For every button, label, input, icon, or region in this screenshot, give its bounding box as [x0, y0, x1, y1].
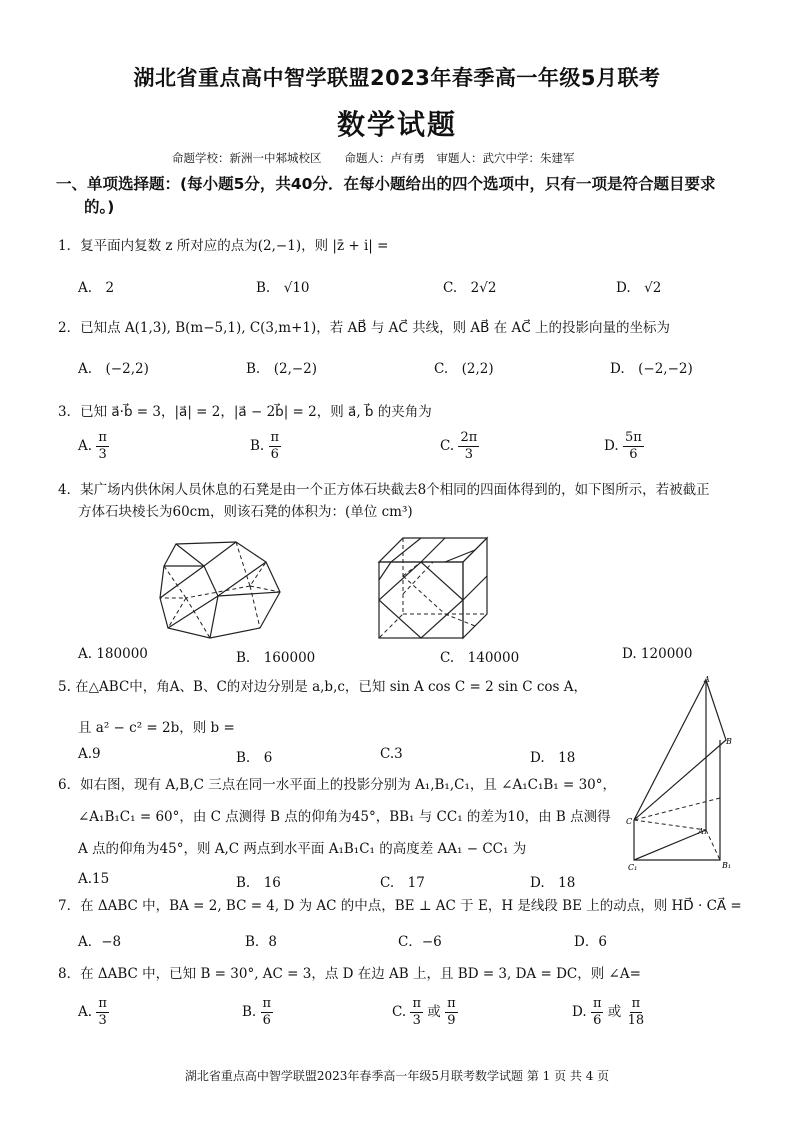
q4-option-a: A. 180000 — [78, 646, 148, 662]
denominator: 6 — [629, 447, 638, 462]
q1-option-b: B. √10 — [256, 280, 310, 296]
numerator: 2π — [460, 430, 478, 445]
numerator: π — [262, 996, 272, 1011]
q5-option-b: B. 6 — [236, 750, 273, 766]
numerator: π — [447, 996, 456, 1011]
denominator: 6 — [270, 447, 279, 462]
denominator: 18 — [627, 1013, 645, 1028]
q3-option-d-fraction — [623, 430, 644, 463]
q8-option-a-label: A. — [78, 1004, 93, 1020]
exam-subtitle: 数学试题 — [336, 108, 457, 141]
q8-option-c-fraction-1 — [410, 996, 423, 1029]
q7-option-c: C．−6 — [398, 934, 442, 950]
numerator: 5π — [624, 430, 642, 445]
question-4-cont: 方体石块棱长为60cm，则该石凳的体积为：(单位 cm³) — [78, 504, 413, 520]
denominator: 6 — [262, 1013, 271, 1028]
q3-option-d-label: D. — [604, 438, 619, 454]
q3-option-a-label: A. — [78, 438, 93, 454]
q5-option-a: A.9 — [78, 746, 101, 762]
label-b1: B₁ — [722, 861, 732, 870]
q3-option-a-fraction — [96, 430, 109, 463]
question-5: 5. 在△ABC中，角A、B、C的对边分别是 a,b,c，已知 sin A cos C = 2 sin C cos A， — [58, 679, 588, 695]
label-a: A — [704, 675, 710, 684]
q1-option-a: A. 2 — [78, 280, 115, 296]
label-c1: C₁ — [628, 863, 638, 872]
section-heading: 一、单项选择题：(每小题5分，共40分．在每小题给出的四个选项中，只有一项是符合题目要求 — [56, 175, 716, 193]
q8-option-d-label: D. — [572, 1004, 587, 1020]
q3-option-b-label: B. — [250, 438, 265, 454]
q1-option-c: C. 2√2 — [443, 280, 497, 296]
q8-option-b-label: B. — [242, 1004, 257, 1020]
numerator: π — [270, 430, 280, 445]
exam-title: 湖北省重点高中智学联盟2023年春季高一年级5月联考 — [133, 66, 661, 90]
q6-option-d: D. 18 — [530, 875, 576, 891]
exam-credits: 命题学校：新洲一中邾城校区 命题人：卢有勇 审题人：武穴中学：朱建军 — [172, 151, 575, 165]
q6-option-c: C. 17 — [380, 875, 425, 891]
q8-option-b-fraction — [261, 996, 274, 1029]
q3-option-c — [440, 430, 479, 463]
q8-option-d-fraction-1 — [591, 996, 604, 1029]
denominator: 3 — [464, 447, 473, 462]
q8-option-d — [572, 996, 646, 1029]
q3-option-b-fraction — [269, 430, 282, 463]
q2-option-d: D. (−2,−2) — [610, 361, 693, 377]
q8-option-c-fraction-2 — [445, 996, 458, 1029]
question-1: 1．复平面内复数 z 所对应的点为(2,−1)，则 |z̄ + i| = — [58, 238, 389, 254]
q7-option-a: A．−8 — [78, 934, 122, 950]
q5-option-c: C.3 — [380, 746, 403, 762]
q3-option-b — [250, 430, 281, 463]
section-heading-cont: 的。) — [84, 198, 115, 216]
truncated-cube-figure-left — [154, 536, 284, 640]
q8-option-a — [78, 996, 109, 1029]
q8-option-d-fraction-2 — [626, 996, 647, 1029]
q3-option-c-label: C. — [440, 438, 455, 454]
q2-option-b: B. (2,−2) — [246, 361, 318, 377]
q8-option-a-fraction — [96, 996, 109, 1029]
cube-with-cuts-figure-right — [375, 536, 493, 640]
q3-option-a — [78, 430, 109, 463]
q4-option-c: C. 140000 — [440, 650, 520, 666]
denominator: 6 — [593, 1013, 602, 1028]
question-3: 3．已知 a⃗·b⃗ = 3，|a⃗| = 2，|a⃗ − 2b⃗| = 2，则 a⃗, b⃗ 的夹角为 — [58, 404, 432, 420]
q8-option-c-label: C. — [392, 1004, 407, 1020]
q4-option-b: B. 160000 — [236, 650, 316, 666]
q8-option-c-or: 或 — [427, 1004, 441, 1020]
q5-option-d: D. 18 — [530, 750, 576, 766]
question-2: 2．已知点 A(1,3), B(m−5,1), C(3,m+1)，若 AB⃗ 与 AC⃗ 共线，则 AB⃗ 在 AC⃗ 上的投影向量的坐标为 — [58, 320, 670, 336]
q2-option-c: C. (2,2) — [434, 361, 494, 377]
numerator: π — [412, 996, 421, 1011]
q8-option-d-or: 或 — [607, 1004, 622, 1020]
page-footer: 湖北省重点高中智学联盟2023年春季高一年级5月联考数学试题 第 1 页 共 4 页 — [184, 1069, 610, 1083]
numerator: π — [98, 996, 107, 1011]
denominator: 3 — [412, 1013, 421, 1028]
question-6-cont2: A 点的仰角为45°，则 A,C 两点到水平面 A₁B₁C₁ 的高度差 AA₁ − CC₁ 为 — [78, 841, 527, 857]
label-a1: A₁ — [698, 827, 707, 836]
q6-option-b: B. 16 — [236, 875, 281, 891]
denominator: 3 — [98, 1013, 107, 1028]
q3-option-c-fraction — [458, 430, 479, 463]
question-6: 6．如右图，现有 A,B,C 三点在同一水平面上的投影分别为 A₁,B₁,C₁，且 ∠A₁C₁B₁ = 30°， — [58, 777, 617, 793]
denominator: 3 — [98, 447, 107, 462]
numerator: π — [98, 430, 107, 445]
question-8: 8．在 ΔABC 中，已知 B = 30°, AC = 3，点 D 在边 AB 上，且 BD = 3, DA = DC，则 ∠A= — [58, 966, 641, 982]
q2-option-a: A. (−2,2) — [78, 361, 149, 377]
q1-option-d: D. √2 — [616, 280, 662, 296]
elevation-geometry-figure — [622, 674, 744, 874]
q4-option-d: D. 120000 — [622, 646, 693, 662]
numerator: π — [592, 996, 602, 1011]
numerator: π — [631, 996, 641, 1011]
question-6-cont1: ∠A₁B₁C₁ = 60°，由 C 点测得 B 点的仰角为45°，BB₁ 与 CC₁ 的差为10，由 B 点测得 — [78, 809, 611, 825]
q6-option-a: A.15 — [78, 871, 110, 887]
denominator: 9 — [447, 1013, 456, 1028]
question-4: 4．某广场内供休闲人员休息的石凳是由一个正方体石块截去8个相同的四面体得到的，如下图所示，若被截正 — [58, 482, 710, 498]
q7-option-d: D．6 — [574, 934, 607, 950]
question-5-cont: 且 a² − c² = 2b，则 b = — [78, 720, 235, 736]
label-c: C — [626, 817, 633, 826]
q8-option-b — [242, 996, 273, 1029]
q7-option-b: B．8 — [245, 934, 278, 950]
label-b: B — [726, 737, 732, 746]
q3-option-d — [604, 430, 644, 463]
question-7: 7．在 ΔABC 中，BA = 2, BC = 4, D 为 AC 的中点，BE ⊥ AC 于 E，H 是线段 BE 上的动点，则 HD⃗ · CA⃗ = — [58, 898, 742, 914]
q8-option-c — [392, 996, 458, 1029]
